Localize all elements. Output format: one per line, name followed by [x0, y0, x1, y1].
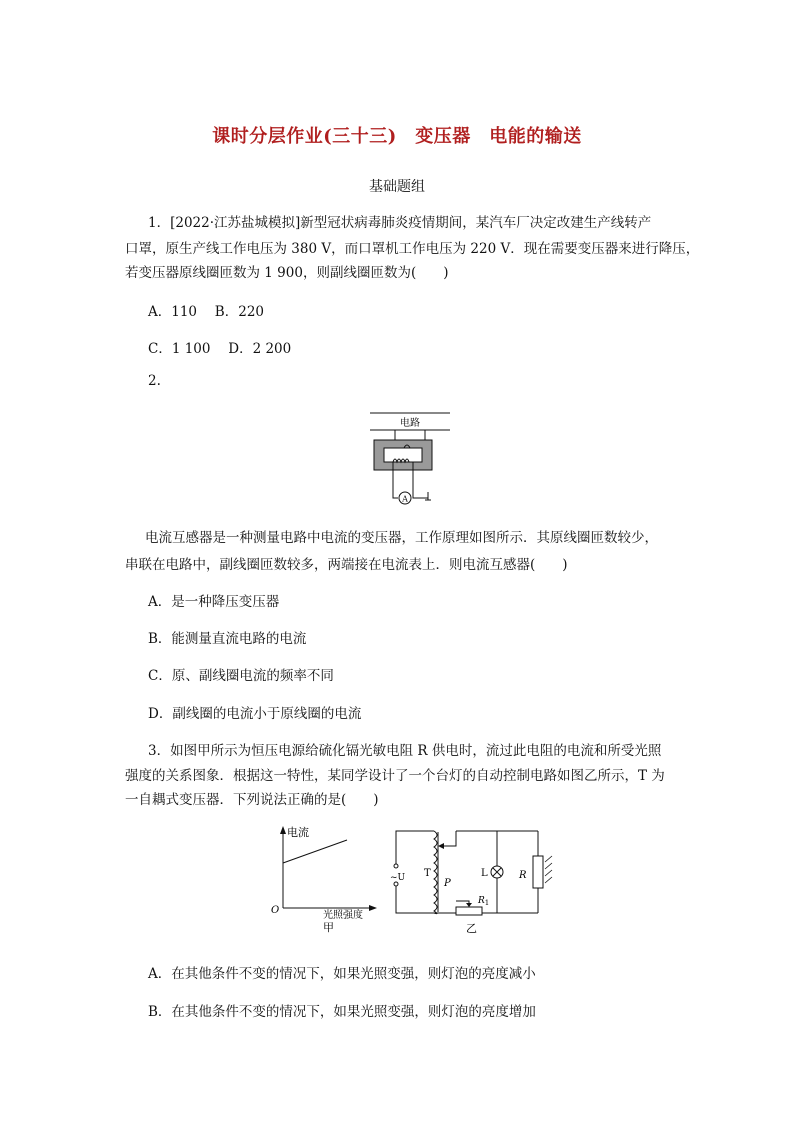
q2-number: 2. — [148, 373, 161, 389]
q1-stem-line-3: 若变压器原线圈匝数为 1 900，则副线圈匝数为( ) — [125, 265, 449, 281]
page-title: 课时分层作业(三十三) 变压器 电能的输送 — [212, 126, 582, 147]
q3-stem-line-3: 一自耦式变压器．下列说法正确的是( ) — [125, 792, 379, 808]
q1-options-ab: A．110 B．220 — [148, 304, 264, 320]
graph-ylabel: 电流 — [287, 826, 309, 839]
q2-option-b: B．能测量直流电路的电流 — [148, 631, 307, 647]
current-transformer-figure — [360, 408, 460, 508]
rheostat-label: $R_1$ — [478, 896, 490, 907]
source-label: ~U — [390, 873, 406, 883]
q1-stem-line-2: 口罩，原生产线工作电压为 380 V，而口罩机工作电压为 220 V．现在需要变压器来进行降压， — [125, 241, 700, 257]
transformer-label: T — [424, 868, 431, 879]
q3-option-b: B．在其他条件不变的情况下，如果光照变强，则灯泡的亮度增加 — [148, 1004, 536, 1020]
auto-light-circuit — [386, 826, 556, 936]
q2-option-c: C．原、副线圈电流的频率不同 — [148, 668, 334, 684]
circuit-caption: 乙 — [466, 922, 477, 935]
circuit-label: 电路 — [400, 418, 420, 429]
photoresistor — [533, 856, 543, 888]
lamp-label: L — [481, 868, 488, 879]
photoresistor-label: R — [519, 870, 527, 881]
q2-option-a: A．是一种降压变压器 — [148, 594, 280, 610]
graph-line — [283, 840, 347, 863]
graph-caption: 甲 — [323, 921, 334, 934]
q2-stem-line-1: 电流互感器是一种测量电路中电流的变压器，工作原理如图所示．其原线圈匝数较少， — [145, 530, 658, 546]
slider-label: P — [444, 878, 451, 889]
light-current-graph — [265, 820, 380, 935]
svg-text:A: A — [402, 494, 408, 504]
q3-stem-line-2: 强度的关系图象．根据这一特性，某同学设计了一个台灯的自动控制电路如图乙所示，T 为 — [125, 768, 665, 784]
q1-stem-line-1: 1．[2022·江苏盐城模拟]新型冠状病毒肺炎疫情期间，某汽车厂决定改建生产线转产 — [148, 215, 652, 231]
graph-xlabel: 光照强度 — [323, 910, 363, 921]
q1-options-cd: C．1 100 D．2 200 — [148, 341, 292, 357]
q2-option-d: D．副线圈的电流小于原线圈的电流 — [148, 706, 362, 722]
section-heading: 基础题组 — [369, 179, 425, 195]
graph-origin: O — [271, 905, 280, 916]
q3-option-a: A．在其他条件不变的情况下，如果光照变强，则灯泡的亮度减小 — [148, 966, 536, 982]
q3-stem-line-1: 3．如图甲所示为恒压电源给硫化镉光敏电阻 R 供电时，流过此电阻的电流和所受光照 — [148, 743, 662, 759]
q2-stem-line-2: 串联在电路中，副线圈匝数较多，两端接在电流表上．则电流互感器( ) — [125, 557, 568, 573]
rheostat-r1 — [456, 907, 482, 915]
